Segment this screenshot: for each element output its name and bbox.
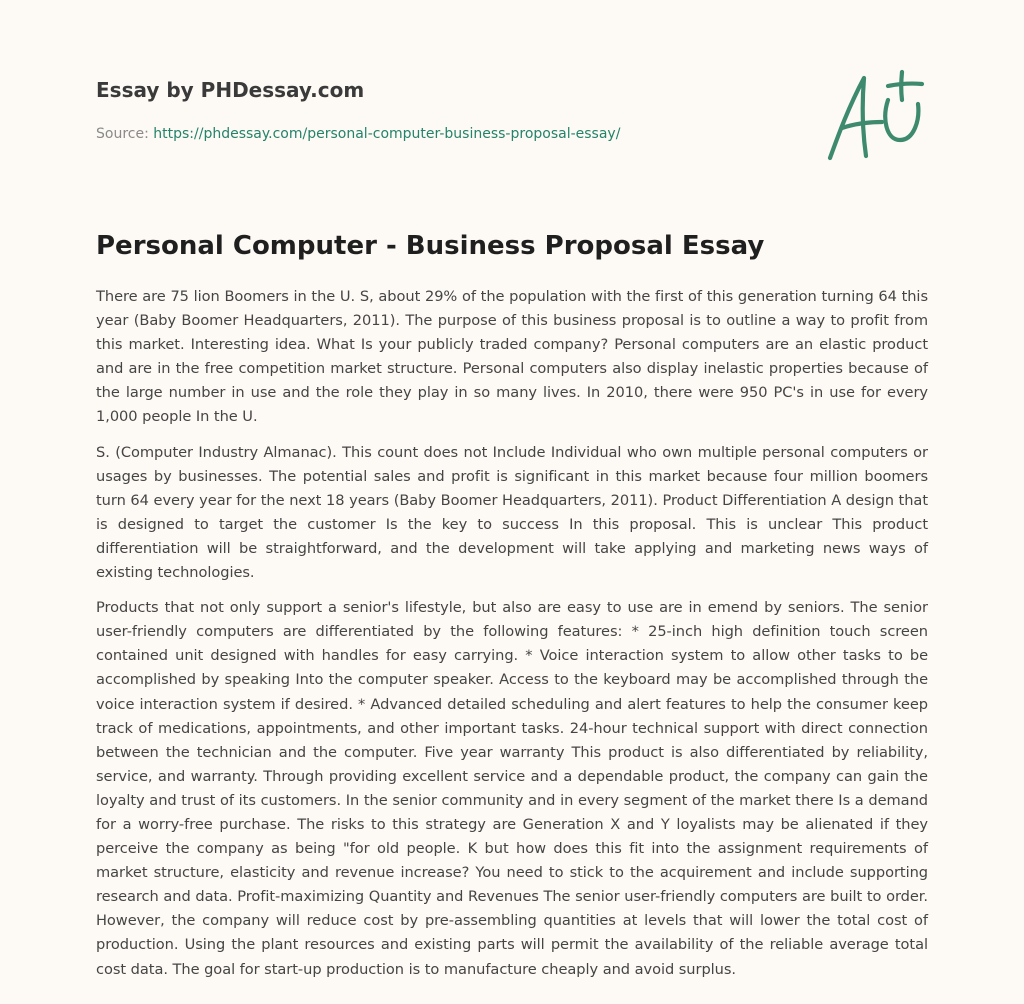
source-label: Source: [96,126,154,142]
site-title: Essay by PHDessay.com [96,78,365,102]
essay-paragraph: There are 75 lion Boomers in the U. S, about 29% of the population with the first of this generation turning 64 this year (Baby Boomer Headquarters, 2011). The purpose of this business proposal is to outline a way to profit from this market. Interesting idea. What Is your publicly traded company? Personal computers are an elastic product and are in the free competition market structure. Personal computers also display inelastic properties because of the large number in use and the role they play in so many lives. In 2010, there were 950 PC's in use for every 1,000 people In the U. [96,288,928,426]
essay-body [96,285,928,993]
source-link[interactable]: https://phdessay.com/personal-computer-business-proposal-essay/ [153,126,621,142]
essay-title: Personal Computer - Business Proposal Essay [96,231,765,261]
source-line [96,124,620,144]
essay-paragraph: Products that not only support a senior's lifestyle, but also are easy to use are in emend by seniors. The senior user-friendly computers are differentiated by the following features: * 25-inch high definition touch screen contained unit designed with handles for easy carrying. * Voice interaction system to allow other tasks to be accomplished by speaking Into the computer speaker. Access to the keyboard may be accomplished through the voice interaction system if desired. * Advanced detailed scheduling and alert features to help the consumer keep track of medications, appointments, and other important tasks. 24-hour technical support with direct connection between the technician and the computer. Five year warranty This product is also differentiated by reliability, service, and warranty. Through providing excellent service and a dependable product, the company can gain the loyalty and trust of its customers. In the senior community and in every segment of the market there Is a demand for a worry-free purchase. The risks to this strategy are Generation X and Y loyalists may be alienated if they perceive the company as being "for old people. K but how does this fit into the assignment requirements of market structure, elasticity and revenue increase? You need to stick to the acquirement and include supporting research and data. Profit-maximizing Quantity and Revenues The senior user-friendly computers are built to order. However, the company will reduce cost by pre-assembling quantities at levels that will lower the total cost of production. Using the plant resources and existing parts will permit the availability of the reliable average total cost data. The goal for start-up production is to manufacture cheaply and avoid surplus. [96,599,928,978]
a-plus-logo-icon [822,66,926,166]
essay-paragraph: S. (Computer Industry Almanac). This count does not Include Individual who own multiple personal computers or usages by businesses. The potential sales and profit is significant in this market because four million boomers turn 64 every year for the next 18 years (Baby Boomer Headquarters, 2011). Product Differentiation A design that is designed to target the customer Is the key to success In this proposal. This is unclear This product differentiation will be straightforward, and the development will take applying and marketing news ways of existing technologies. [96,443,928,582]
